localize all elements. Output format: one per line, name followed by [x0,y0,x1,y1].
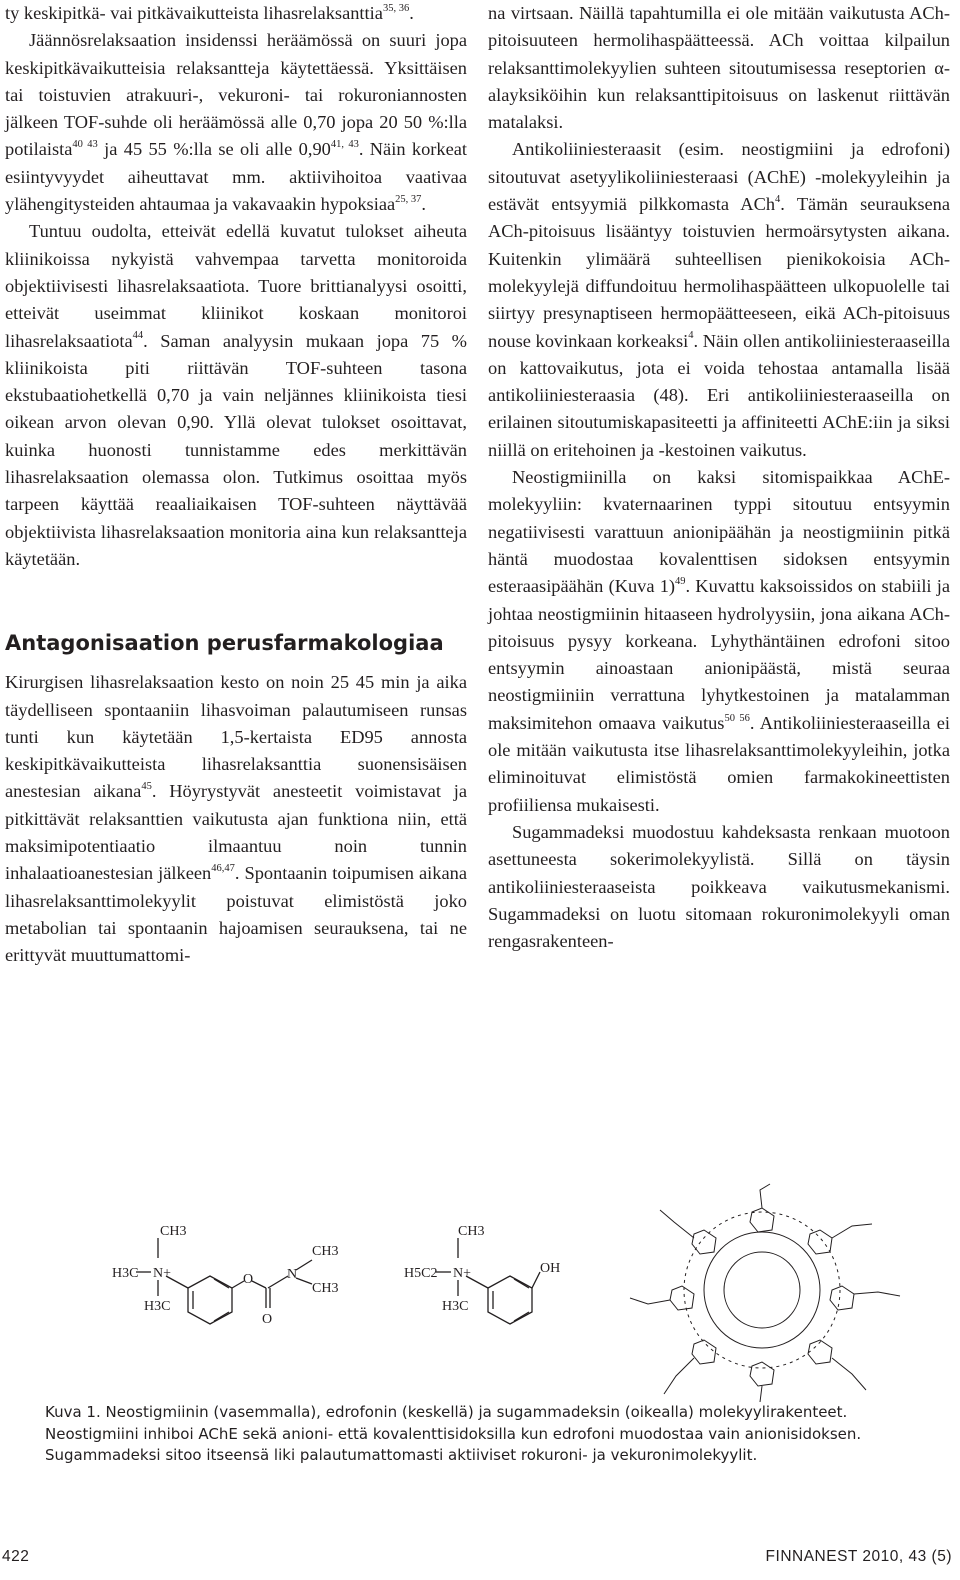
caption-line: Kuva 1. Neostigmiinin (vasemmalla), edrofonin (keskellä) ja sugammadeksin (oikealla) molekyylirakenteet. [45,1403,848,1421]
paragraph: Sugammadeksi muodostuu kahdeksasta renkaan muotoon asettuneesta sokerimolekyylistä. Sillä on täysin antikoliiniesteraaseista poikkeava vaikutusmekanismi. Sugammadeksi on luotu sitomaan rokuronimolekyyli oman rengasrakenteen- [488,821,950,952]
text: Kirurgisen lihasrelaksaation kesto on noin 25 45 min ja aika täydelliseen spontaaniin lihasvoiman palautumiseen runsas tunti kun käytetään 1,5-kertaista ED95 annosta keskipitkävaikutteista lihasrelaksanttia suonensisäisen anestesian aikana [5,672,467,802]
chem-label: N+ [453,1266,472,1281]
paragraph [488,464,950,819]
figure-caption [45,1402,925,1467]
text: . Näin ollen antikoliiniesteraaseilla on kattovaikutus, jota ei voida tehostaa antamalla lisää antikoliiniesteraasia (48). Eri antikoliiniesteraaseilla on erilainen sitoutumiskapasiteetti ja affiniteetti AChE:iin ja siksi niillä on eritehoinen ja -kestoinen vaikutus. [488,330,950,460]
reference: 35, 36 [382,2,410,14]
reference: 49 [675,576,686,588]
chem-label: N+ [153,1266,172,1281]
caption-line: Sugammadeksi sitoo itseensä liki palautumattomasti aktiiviset rokuroni- ja vekuronimolekyylit. [45,1446,758,1465]
text: Antikoliiniesteraasit (esim. neostigmiini ja edrofoni) sitoutuvat asetyylikoliiniesteraasi (AChE) -molekyyleihin ja estävät entsyymiä pilkkomasta ACh [488,139,950,215]
paragraph [488,136,950,464]
text: . Näin korkeat esiintyvyydet aiheuttavat mm. aktiivihoitoa vaativaa ylähengitysteiden ahtaumaa ja vakavaakin hypoksiaa [5,139,468,215]
chem-label: CH3 [458,1224,485,1239]
chem-label: H3C [112,1266,139,1281]
reference: 4 [688,330,694,342]
text: Tuntuu oudolta, etteivät edellä kuvatut tulokset aiheuta kliinikoissa nykyistä vahvempaa tarvetta monitoroida objektiivisesti lihasrelaksaatiota. Tuore brittianalyysi osoitti, etteivät useimmat kliinikot koskaan monitoroi lihasrelaksaatiota [5,221,467,351]
chem-label: OH [540,1261,561,1276]
chem-label: H5C2 [404,1266,438,1281]
paragraph [5,27,467,218]
chem-label: CH3 [312,1244,339,1259]
text: . [409,3,414,23]
page-number: 422 [2,1548,30,1565]
text: . Antikoliiniesteraaseilla ei ole mitään vaikutusta itse lihasrelaksanttimolekyyleihin, jotka eliminoituvat elimistöstä omien farmakokineettisten profiiliensa mukaisesti. [488,712,951,815]
text: . Saman analyysin mukaan jopa 75 % kliinikoista piti riittävän TOF-suhteen tasona ekstubaatiohetkellä 0,70 ja vain neljännes kliinikoista tiesi oikean arvon olevan 0,90. Yllä olevat tulokset osoittavat, kuinka huonosti tunnistamme edes merkittävän lihasrelaksaation olemassa olon. Tutkimus osoittaa myös tarpeen käyttää reaaliaikaisen TOF-suhteen näyttävää objektiivista lihasrelaksaation monitoria aina kun relaksantteja käytetään. [5,330,467,569]
side-chains [630,1184,900,1402]
molecule-figure [0,1180,960,1410]
chem-label: CH3 [312,1281,339,1296]
chem-label: CH3 [160,1224,187,1239]
paragraph [5,669,467,969]
text: . Kuvattu kaksoissidos on stabiili ja johtaa neostigmiinin hitaaseen hydrolyysiin, jona aikana ACh-pitoisuus pysyy korkeana. Lyhythäntäinen edrofoni sitoo entsyymin ainoastaan anionipäästä, mistä seuraa neostigmiiniin verrattuna lyhytkestoinen ja matalamman maksimitehon omaava vaikutus [488,576,951,733]
sugammadex-structure [630,1184,900,1402]
chem-label: O [243,1272,254,1287]
reference: 25, 37 [395,193,422,205]
right-column [488,0,950,955]
text: . Spontaanin toipumisen aikana lihasrelaksanttimolekyylit poistuvat elimistöstä joko metabolian tai spontaanin hajoamisen seurauksena, tai ne erittyvät muuttumattomi- [5,863,467,966]
reference: 41, 43 [330,139,359,151]
journal-citation: FINNANEST 2010, 43 (5) [765,1548,952,1565]
paragraph: na virtsaan. Näillä tapahtumilla ei ole mitään vaikutusta ACh-pitoisuuteen hermolihaspäätteessä. ACh voittaa kilpailun relaksanttimolekyylien suhteen sitoutumisessa reseptorien α-alayksiköihin kun relaksanttipitoisuus on laskenut riittävän matalaksi. [488,3,950,133]
molecule-structures [0,1180,960,1410]
text: ja 45 55 %:lla se oli alle 0,90 [97,139,331,160]
reference: 4 [775,193,781,205]
chem-label: H3C [144,1299,171,1314]
text: Jäännösrelaksaation insidenssi heräämössä on suuri jopa keskipitkävaikutteisia relaksantteja käytettäessä. Yksittäisen tai toistuvien atrakuuri-, vekuroni- tai rokuroniannosten jälkeen TOF-suhde oli heräämössä alle 0,70 jopa 20 50 %:lla potilaista [5,30,467,160]
reference: 50 56 [724,712,750,724]
reference: 46,47 [211,863,235,875]
text: . Höyrystyvät anesteetit voimistavat ja pitkittävät relaksanttien vaikutusta ajan funktiona niin, että maksimipotentiaatio ilmaantuu noin tunnin inhalaatioanestesian jälkeen [5,781,467,884]
chem-label: N [287,1267,298,1282]
reference: 45 [141,781,152,793]
sugar-units [670,1208,854,1386]
chem-label: O [262,1312,273,1327]
left-column [5,0,467,970]
text: ty keskipitkä- vai pitkävaikutteista lihasrelaksanttia [5,3,383,23]
paragraph [5,0,467,27]
caption-line: Neostigmiini inhiboi AChE sekä anioni- että kovalenttisidoksilla kun edrofoni muodostaa vain anionisidoksen. [45,1424,862,1443]
section-heading: Antagonisaation perusfarmakologiaa [5,631,444,656]
text: . Tämän seurauksena ACh-pitoisuus lisääntyy toistuvien hermoärsytysten aikana. Kuitenkin ylimäärä suhteellisen pienikokoisia ACh-molekyylejä diffundoituu hermolihaspäätteen ulkopuolelle tai siirtyy presynaptiseen hermopäätteeseen, eikä ACh-pitoisuus nouse kovinkaan korkeaksi [488,194,950,351]
paragraph [5,218,467,573]
text: Neostigmiinilla on kaksi sitomispaikkaa AChE-molekyyliin: kvaternaarinen typpi sitoutuu entsyymin negatiivisesti varattuun anionipäähän ja neostigmiinin pitkä häntä muodostaa kovalenttisen sidoksen entsyymin esteraasipäähän (Kuva 1) [488,467,950,597]
chem-label: H3C [442,1299,469,1314]
reference: 40 43 [72,139,98,151]
text: . [421,194,427,215]
reference: 44 [132,330,144,342]
